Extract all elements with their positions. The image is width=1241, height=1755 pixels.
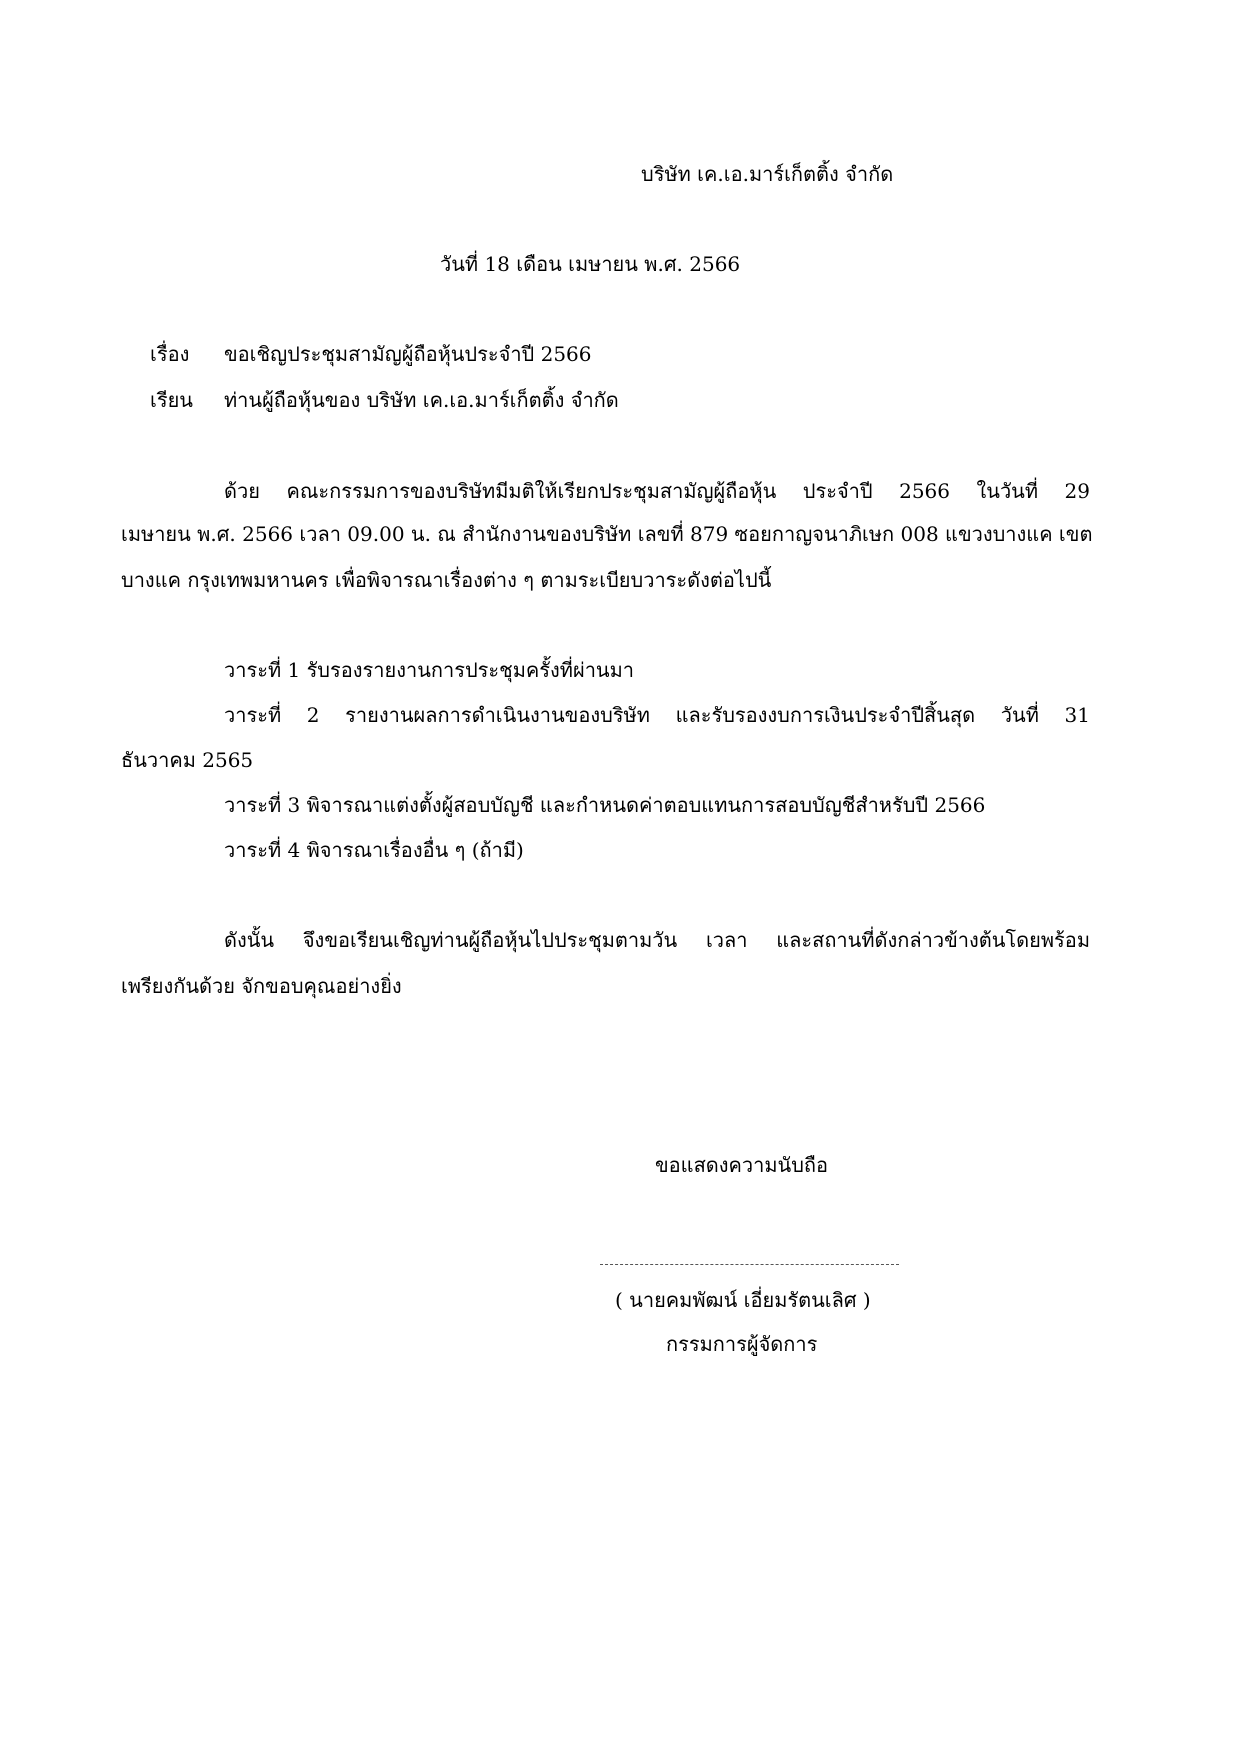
to-text: ท่านผู้ถือหุ้นของ บริษัท เค.เอ.มาร์เก็ตติ้ง จำกัด — [224, 388, 619, 412]
closing-line-2: เพรียงกันด้วย จักขอบคุณอย่างยิ่ง — [121, 974, 402, 998]
signatory-title: กรรมการผู้จัดการ — [666, 1332, 818, 1356]
agenda-item-2-line-1: วาระที่ 2 รายงานผลการดำเนินงานของบริษัท และรับรองงบการเงินประจำปีสิ้นสุด วันที่ 31 — [224, 703, 1090, 727]
agenda-item-3: วาระที่ 3 พิจารณาแต่งตั้งผู้สอบบัญชี และกำหนดค่าตอบแทนการสอบบัญชีสำหรับปี 2566 — [224, 793, 986, 817]
intro-line-2: เมษายน พ.ศ. 2566 เวลา 09.00 น. ณ สำนักงานของบริษัท เลขที่ 879 ซอยกาญจนาภิเษก 008 แขวงบางแค เขต — [121, 522, 1093, 546]
signatory-name: ( นายคมพัฒน์ เอี่ยมรัตนเลิศ ) — [615, 1288, 871, 1312]
agenda-item-4: วาระที่ 4 พิจารณาเรื่องอื่น ๆ (ถ้ามี) — [224, 838, 524, 862]
to-label: เรียน — [150, 388, 193, 412]
intro-line-1: ด้วย คณะกรรมการของบริษัทมีมติให้เรียกประชุมสามัญผู้ถือหุ้น ประจำปี 2566 ในวันที่ 29 — [224, 479, 1090, 503]
intro-line-3: บางแค กรุงเทพมหานคร เพื่อพิจารณาเรื่องต่าง ๆ ตามระเบียบวาระดังต่อไปนี้ — [121, 568, 772, 592]
subject-text: ขอเชิญประชุมสามัญผู้ถือหุ้นประจำปี 2566 — [224, 342, 592, 366]
agenda-item-1: วาระที่ 1 รับรองรายงานการประชุมครั้งที่ผ่านมา — [224, 658, 635, 682]
agenda-item-2-line-2: ธันวาคม 2565 — [121, 748, 254, 772]
company-name: บริษัท เค.เอ.มาร์เก็ตติ้ง จำกัด — [641, 162, 894, 186]
date-line: วันที่ 18 เดือน เมษายน พ.ศ. 2566 — [440, 252, 741, 276]
closing-line-1: ดังนั้น จึงขอเรียนเชิญท่านผู้ถือหุ้นไปประชุมตามวัน เวลา และสถานที่ดังกล่าวข้างต้นโดยพร้อม — [224, 928, 1090, 952]
regards: ขอแสดงความนับถือ — [655, 1153, 829, 1177]
signature-line — [600, 1264, 899, 1265]
subject-label: เรื่อง — [150, 342, 190, 366]
